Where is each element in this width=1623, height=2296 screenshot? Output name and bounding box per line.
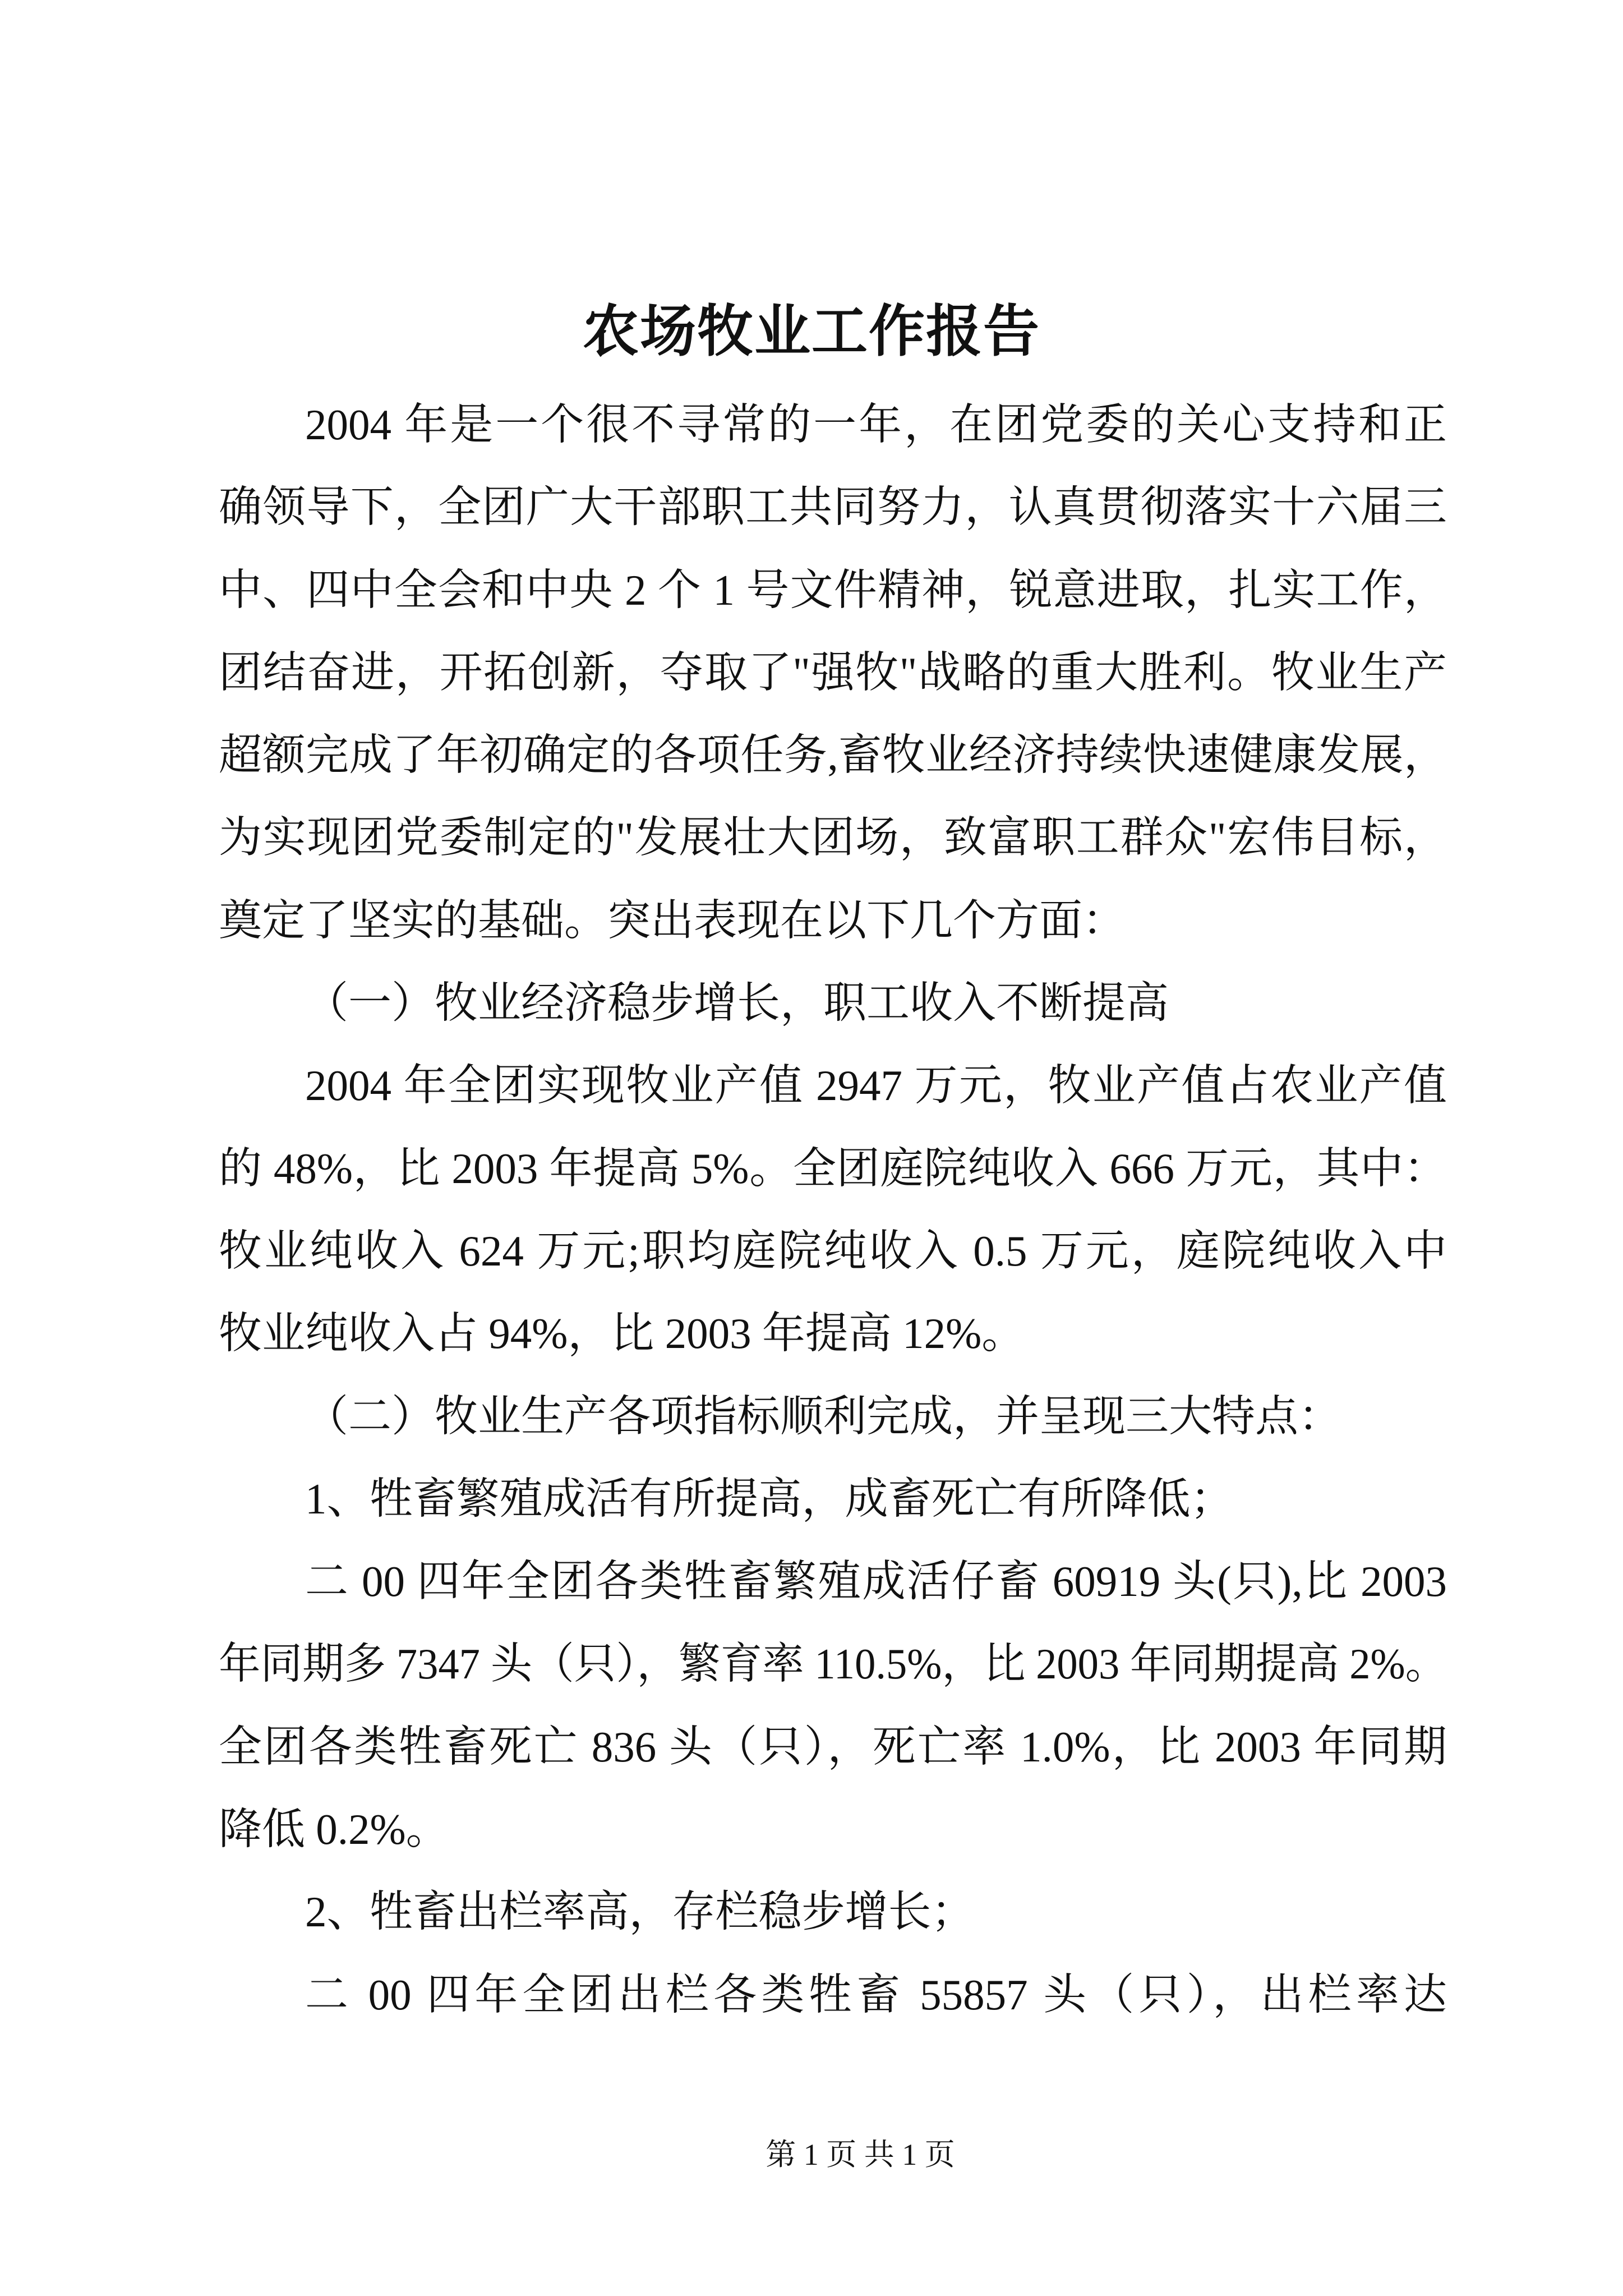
text-line: 团结奋进，开拓创新，夺取了"强牧"战略的重大胜利。牧业生产 xyxy=(219,648,1447,697)
paragraph-output-value xyxy=(219,1045,1447,1375)
section-heading-2 xyxy=(219,1375,1447,1458)
paragraph-slaughter xyxy=(219,1954,1447,2036)
text-line: 确领导下，全团广大干部职工共同努力，认真贯彻落实十六届三 xyxy=(219,483,1447,532)
text-line: 降低 0.2%。 xyxy=(219,1805,449,1854)
text-line: 为实现团党委制定的"发展壮大团场，致富职工群众"宏伟目标， xyxy=(219,813,1447,862)
text-line: 牧业纯收入占 94%，比 2003 年提高 12%。 xyxy=(219,1309,1025,1358)
document-body xyxy=(219,384,1447,2036)
paragraph-breeding xyxy=(219,1540,1447,1871)
text-line: 2004 年全团实现牧业产值 2947 万元，牧业产值占农业产值 xyxy=(305,1061,1447,1110)
heading-line: （一）牧业经济稳步增长，职工收入不断提高 xyxy=(305,979,1169,1028)
text-line: 2004 年是一个很不寻常的一年，在团党委的关心支持和正 xyxy=(305,401,1447,449)
text-line: 的 48%，比 2003 年提高 5%。全团庭院纯收入 666 万元，其中： xyxy=(219,1144,1447,1193)
heading-line: （二）牧业生产各项指标顺利完成，并呈现三大特点： xyxy=(305,1392,1341,1441)
text-line: 牧业纯收入 624 万元;职均庭院纯收入 0.5 万元，庭院纯收入中 xyxy=(219,1226,1447,1275)
document-title: 农场牧业工作报告 xyxy=(583,301,1040,363)
subheading-line: 2、牲畜出栏率高，存栏稳步增长； xyxy=(305,1888,975,1936)
paragraph-intro xyxy=(219,384,1447,962)
subheading-1 xyxy=(219,1458,1447,1540)
text-line: 中、四中全会和中央 2 个 1 号文件精神，锐意进取，扎实工作， xyxy=(219,565,1447,614)
section-heading-1 xyxy=(219,962,1447,1045)
text-line: 奠定了坚实的基础。突出表现在以下几个方面： xyxy=(219,896,1126,945)
subheading-2 xyxy=(219,1871,1447,1953)
text-line: 年同期多 7347 头（只），繁育率 110.5%，比 2003 年同期提高 2%。 xyxy=(219,1640,1447,1688)
page-number-footer: 第 1 页 共 1 页 xyxy=(766,2138,955,2171)
subheading-line: 1、牲畜繁殖成活有所提高，成畜死亡有所降低； xyxy=(305,1474,1234,1523)
text-line: 超额完成了年初确定的各项任务,畜牧业经济持续快速健康发展， xyxy=(219,731,1447,780)
text-line: 二 00 四年全团出栏各类牲畜 55857 头（只），出栏率达 xyxy=(305,1970,1447,2019)
text-line: 二 00 四年全团各类牲畜繁殖成活仔畜 60919 头(只),比 2003 xyxy=(305,1557,1447,1606)
text-line: 全团各类牲畜死亡 836 头（只），死亡率 1.0%，比 2003 年同期 xyxy=(219,1722,1447,1771)
